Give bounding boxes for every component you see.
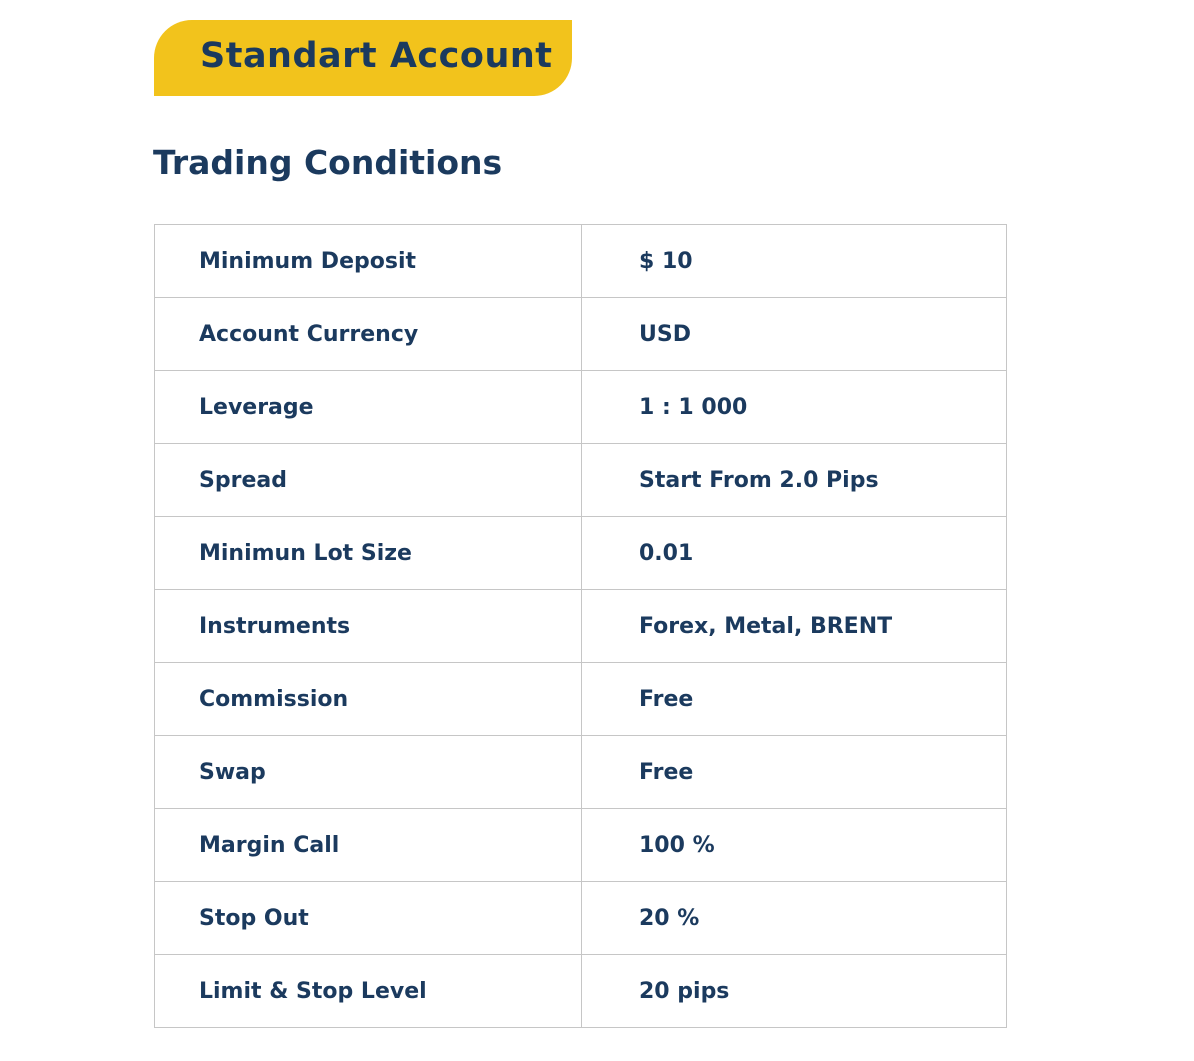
table-row <box>155 809 1007 882</box>
section-title: Trading Conditions <box>153 143 503 182</box>
table-row <box>155 736 1007 809</box>
condition-label: Spread <box>155 444 582 517</box>
condition-value: 1 : 1 000 <box>582 371 1007 444</box>
condition-value: Forex, Metal, BRENT <box>582 590 1007 663</box>
condition-value: 0.01 <box>582 517 1007 590</box>
table-row <box>155 298 1007 371</box>
condition-label: Instruments <box>155 590 582 663</box>
condition-value: Free <box>582 736 1007 809</box>
condition-label: Swap <box>155 736 582 809</box>
table-row <box>155 444 1007 517</box>
condition-label: Commission <box>155 663 582 736</box>
condition-value: USD <box>582 298 1007 371</box>
table-row <box>155 371 1007 444</box>
account-type-badge <box>154 20 572 96</box>
condition-value: $ 10 <box>582 225 1007 298</box>
condition-label: Stop Out <box>155 882 582 955</box>
condition-label: Account Currency <box>155 298 582 371</box>
condition-label: Minimum Deposit <box>155 225 582 298</box>
condition-value: 20 % <box>582 882 1007 955</box>
table-row <box>155 955 1007 1028</box>
table-row <box>155 882 1007 955</box>
condition-value: Free <box>582 663 1007 736</box>
condition-label: Minimun Lot Size <box>155 517 582 590</box>
condition-value: Start From 2.0 Pips <box>582 444 1007 517</box>
condition-value: 20 pips <box>582 955 1007 1028</box>
condition-label: Leverage <box>155 371 582 444</box>
condition-value: 100 % <box>582 809 1007 882</box>
condition-label: Margin Call <box>155 809 582 882</box>
condition-label: Limit & Stop Level <box>155 955 582 1028</box>
table-row <box>155 517 1007 590</box>
table-row <box>155 590 1007 663</box>
trading-conditions-table <box>154 224 1007 1028</box>
account-type-title: Standart Account <box>200 36 553 76</box>
table-row <box>155 225 1007 298</box>
table-row <box>155 663 1007 736</box>
